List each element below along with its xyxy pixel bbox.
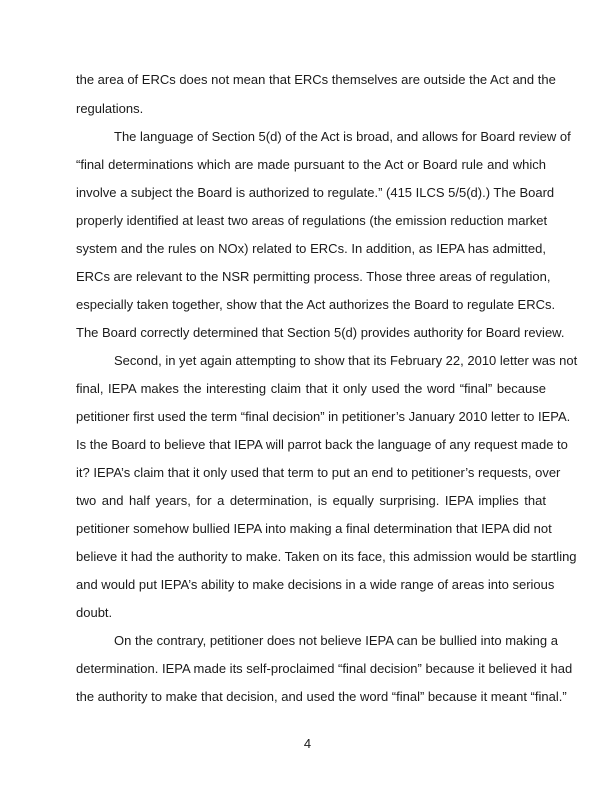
page-number: 4 — [303, 736, 312, 751]
text-line: The Board correctly determined that Section 5(d) provides authority for Board review. — [76, 325, 565, 340]
text-line: ERCs are relevant to the NSR permitting process. Those three areas of regulation, — [76, 269, 551, 284]
text-line: system and the rules on NOx) related to ERCs. In addition, as IEPA has admitted, — [76, 241, 546, 256]
text-line: believe it had the authority to make. Taken on its face, this admission would be startling — [76, 549, 577, 564]
text-line: petitioner first used the term “final decision” in petitioner’s January 2010 letter to IEPA. — [76, 409, 571, 424]
text-line: properly identified at least two areas of regulations (the emission reduction market — [76, 213, 548, 228]
paragraph-first-line: The language of Section 5(d) of the Act is broad, and allows for Board review of — [114, 129, 571, 144]
text-line: it? IEPA’s claim that it only used that term to put an end to petitioner’s requests, over — [76, 465, 561, 480]
text-line: especially taken together, show that the Act authorizes the Board to regulate ERCs. — [76, 297, 556, 312]
text-line: involve a subject the Board is authorized to regulate.” (415 ILCS 5/5(d).) The Board — [76, 185, 555, 200]
text-line: “final determinations which are made pursuant to the Act or Board rule and which — [76, 157, 546, 172]
text-line: regulations. — [76, 101, 144, 116]
text-line: the authority to make that decision, and used the word “final” because it meant “final.” — [76, 689, 567, 704]
paragraph-first-line: Second, in yet again attempting to show that its February 22, 2010 letter was not — [114, 353, 578, 368]
text-line: petitioner somehow bullied IEPA into making a final determination that IEPA did not — [76, 521, 552, 536]
text-line: determination. IEPA made its self-proclaimed “final decision” because it believed it had — [76, 661, 573, 676]
text-line: two and half years, for a determination, is equally surprising. IEPA implies that — [76, 493, 546, 508]
paragraph-first-line: On the contrary, petitioner does not believe IEPA can be bullied into making a — [114, 633, 558, 648]
text-line: the area of ERCs does not mean that ERCs themselves are outside the Act and the — [76, 72, 556, 87]
text-line: final, IEPA makes the interesting claim that it only used the word “final” because — [76, 381, 546, 396]
text-line: doubt. — [76, 605, 113, 620]
text-line: Is the Board to believe that IEPA will parrot back the language of any request made to — [76, 437, 568, 452]
text-line: and would put IEPA’s ability to make decisions in a wide range of areas into serious — [76, 577, 555, 592]
